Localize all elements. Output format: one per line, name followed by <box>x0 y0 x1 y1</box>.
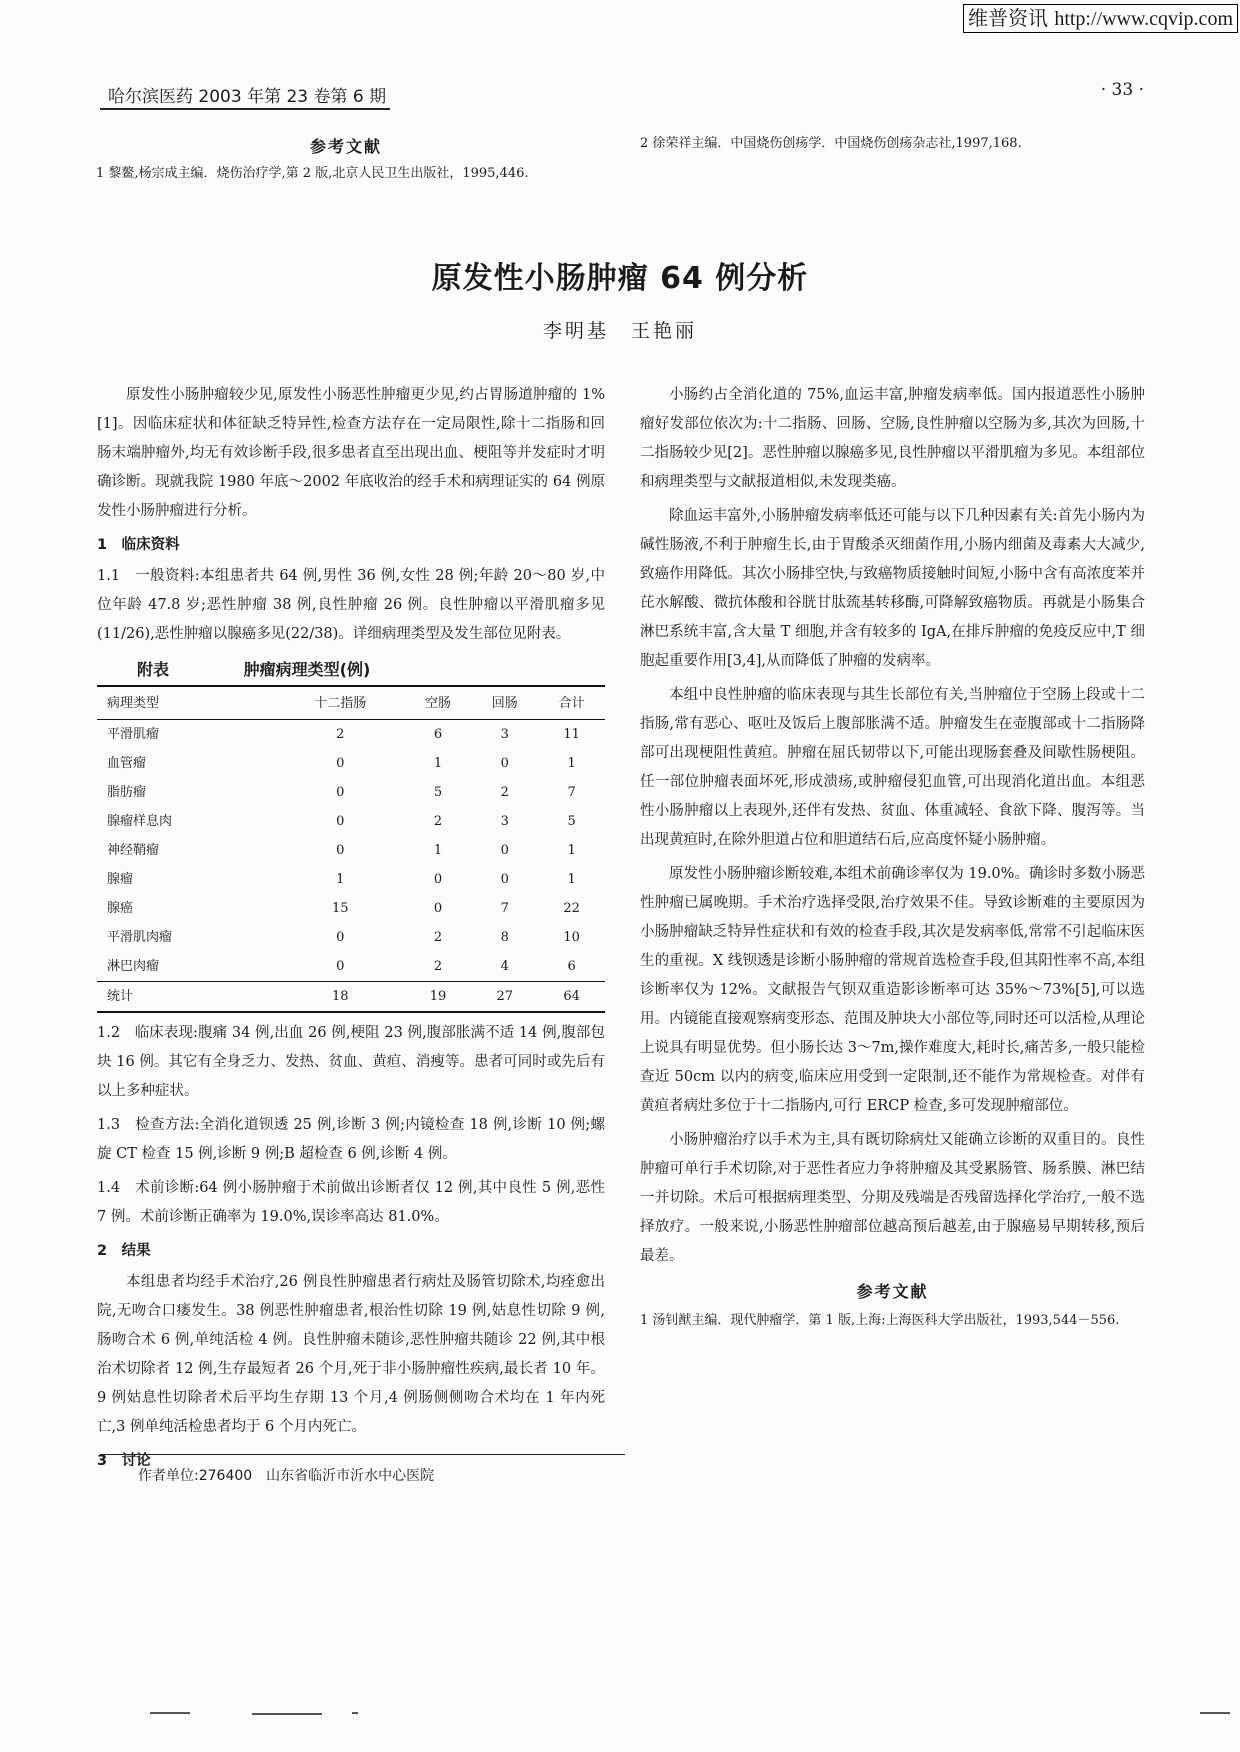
watermark-brand: 维普资讯 <box>967 6 1048 30</box>
table-cell: 平滑肌瘤 <box>107 727 160 742</box>
running-head-page: · 33 · <box>1100 80 1144 100</box>
table-cell: 11 <box>563 727 580 742</box>
table-cell: 2 <box>500 785 509 800</box>
table-cell: 2 <box>433 959 443 974</box>
table-cell: 3 <box>500 814 509 829</box>
table-cell: 0 <box>336 814 345 829</box>
discussion-paragraph-4: 原发性小肠肿瘤诊断较难,本组术前确诊率仅为 19.0%。确诊时多数小肠恶性肿瘤已属晚期。手术治疗选择受限,治疗效果不佳。导致诊断难的主要原因为小肠肿瘤缺乏特异性症状和有效的检查手段,其次是发病率低,常常不引起临床医生的重视。X 线钡透是诊断小肠肿瘤的常规首选检查手段,但其阳性率不高,本组诊断率仅为 12%。文献报告气钡双重造影诊断率可达 35%～73%[5],可以选用。内镜能直接观察病变形态、范围及肿块大小部位等,同时还可以活检,从理论上说具有明显优势。但小肠长达 3～7m,操作难度大,耗时长,痛苦多,一般只能检查近 50cm 以内的病变,临床应用受到一定限制,还不能作为常规检查。对伴有黄疸者病灶多位于十二指肠内,可行 ERCP 检查,多可发现肿瘤部位。 <box>640 866 1145 1114</box>
table-row <box>97 923 605 952</box>
table-cell: 4 <box>500 959 509 974</box>
running-head-journal: 哈尔滨医药 2003 年第 23 卷第 6 期 <box>108 87 387 107</box>
table-row <box>97 894 605 923</box>
table-cell: 22 <box>563 901 580 916</box>
table-cell: 0 <box>336 959 345 974</box>
table-cell: 2 <box>336 727 345 742</box>
discussion-paragraph-3: 本组中良性肿瘤的临床表现与其生长部位有关,当肿瘤位于空肠上段或十二指肠,常有恶心、呕吐及饭后上腹部胀满不适。肿瘤发生在壶腹部或十二指肠降部可出现梗阻性黄疸。肿瘤在屈氏韧带以下,可能出现肠套叠及间歇性肠梗阻。任一部位肿瘤表面坏死,形成溃疡,或肿瘤侵犯血管,可出现消化道出血。本组恶性小肠肿瘤以上表现外,还伴有发热、贫血、体重减轻、食欲下降、腹泻等。当出现黄疸时,在除外胆道占位和胆道结石后,应高度怀疑小肠肿瘤。 <box>640 687 1145 848</box>
table-header-cell: 病理类型 <box>97 686 276 720</box>
author-affiliation: 作者单位:276400 山东省临沂市沂水中心医院 <box>138 1468 435 1484</box>
prev-reference-2: 2 徐荣祥主编．中国烧伤创疡学．中国烧伤创疡杂志社,1997,168. <box>640 136 1022 151</box>
table-cell: 64 <box>538 982 605 1013</box>
table-row <box>97 749 605 778</box>
reference-1: 1 汤钊猷主编．现代肿瘤学．第 1 版,上海:上海医科大学出版社，1993,544－556. <box>640 1313 1120 1328</box>
article-authors: 李明基 王艳丽 <box>542 320 697 342</box>
table-cell: 1 <box>433 843 443 858</box>
table-cell: 2 <box>433 814 443 829</box>
table-header-cell: 回肠 <box>471 686 538 720</box>
table-cell: 腺瘤样息肉 <box>107 814 173 829</box>
results-paragraph: 本组患者均经手术治疗,26 例良性肿瘤患者行病灶及肠管切除术,均痊愈出院,无吻合口瘘发生。38 例恶性肿瘤患者,根治性切除 19 例,姑息性切除 9 例,肠吻合术 6 例,单纯活检 4 例。良性肿瘤未随诊,恶性肿瘤共随诊 22 例,其中根治术切除者 12 例,生存最短者 26 个月,死于非小肠肿瘤性疾病,最长者 10 年。9 例姑息性切除者术后平均生存期 13 个月,4 例肠侧侧吻合术均在 1 年内死亡,3 例单纯活检患者均于 6 个月内死亡。 <box>97 1274 605 1435</box>
table-row <box>97 807 605 836</box>
pathology-table <box>97 655 605 1013</box>
table-cell: 19 <box>405 982 472 1013</box>
table-cell: 血管瘤 <box>107 756 147 771</box>
left-column <box>97 381 605 1478</box>
table-cell: 3 <box>500 727 509 742</box>
scan-artifact-dash <box>150 1712 190 1714</box>
table-cell: 7 <box>567 785 576 800</box>
header-rule <box>100 108 390 110</box>
table-cell: 统计 <box>97 982 276 1013</box>
table-cell: 7 <box>500 901 509 916</box>
table-cell: 15 <box>331 901 349 916</box>
scan-artifact-dash <box>252 1713 322 1715</box>
table-cell: 5 <box>433 785 443 800</box>
paragraph-1-4: 1.4 术前诊断:64 例小肠肿瘤于术前做出诊断者仅 12 例,其中良性 5 例,恶性 7 例。术前诊断正确率为 19.0%,误诊率高达 81.0%。 <box>97 1180 605 1225</box>
table-header-row <box>97 686 605 720</box>
table-cell: 腺癌 <box>107 901 134 916</box>
table-cell: 淋巴肉瘤 <box>107 959 160 974</box>
section-heading-1: 1 临床资料 <box>97 537 180 553</box>
table-label: 附表 <box>137 660 170 679</box>
table-cell: 0 <box>433 872 443 887</box>
table-cell: 0 <box>336 843 345 858</box>
table-cell: 27 <box>471 982 538 1013</box>
table-cell: 18 <box>276 982 405 1013</box>
table-header-cell: 十二指肠 <box>276 686 405 720</box>
article-title: 原发性小肠肿瘤 64 例分析 <box>431 261 809 296</box>
table-cell: 5 <box>567 814 576 829</box>
table-cell: 0 <box>336 930 345 945</box>
table-cell: 1 <box>433 756 443 771</box>
paragraph-1-1: 1.1 一般资料:本组患者共 64 例,男性 36 例,女性 28 例;年龄 20～80 岁,中位年龄 47.8 岁;恶性肿瘤 38 例,良性肿瘤 26 例。良性肿瘤以平滑肌瘤多见(11/26),恶性肿瘤以腺癌多见(22/38)。详细病理类型及发生部位见附表。 <box>97 568 605 642</box>
table-cell: 1 <box>567 756 576 771</box>
watermark-url[interactable]: http://www.cqvip.com <box>1054 8 1233 30</box>
scan-artifact-dash <box>352 1712 358 1714</box>
discussion-paragraph-2: 除血运丰富外,小肠肿瘤发病率低还可能与以下几种因素有关:首先小肠内为碱性肠液,不利于肿瘤生长,由于胃酸杀灭细菌作用,小肠内细菌及毒素大大减少,致癌作用降低。其次小肠排空快,与致癌物质接触时间短,小肠中含有高浓度苯并芘水解酸、微抗体酸和谷胱甘肽巯基转移酶,可降解致癌物质。再就是小肠集合淋巴系统丰富,含大量 T 细胞,并含有较多的 IgA,在排斥肿瘤的免疫反应中,T 细胞起重要作用[3,4],从而降低了肿瘤的发病率。 <box>640 508 1145 669</box>
table-row <box>97 778 605 807</box>
table-row <box>97 720 605 750</box>
section-heading-3: 3 讨论 <box>97 1453 151 1469</box>
prev-references-title: 参考文献 <box>310 137 383 156</box>
right-column <box>640 381 1145 1334</box>
prev-reference-1: 1 黎鳌,杨宗成主编．烧伤治疗学,第 2 版,北京人民卫生出版社，1995,446. <box>96 166 529 181</box>
table-cell: 0 <box>500 872 509 887</box>
section-heading-2: 2 结果 <box>97 1243 151 1259</box>
scan-artifact-dash <box>1200 1712 1230 1714</box>
paragraph-1-2: 1.2 临床表现:腹痛 34 例,出血 26 例,梗阻 23 例,腹部胀满不适 14 例,腹部包块 16 例。其它有全身乏力、发热、贫血、黄疸、消瘦等。患者可同时或先后有以上多种症状。 <box>97 1025 605 1099</box>
table-cell: 0 <box>500 756 509 771</box>
table-cell: 6 <box>433 727 443 742</box>
table-cell: 1 <box>567 843 576 858</box>
table-header-cell: 空肠 <box>405 686 472 720</box>
table-cell: 0 <box>500 843 509 858</box>
discussion-paragraph-1: 小肠约占全消化道的 75%,血运丰富,肿瘤发病率低。国内报道恶性小肠肿瘤好发部位依次为:十二指肠、回肠、空肠,良性肿瘤以空肠为多,其次为回肠,十二指肠较少见[2]。恶性肿瘤以腺癌多见,良性肿瘤以平滑肌瘤为多见。本组部位和病理类型与文献报道相似,未发现类癌。 <box>640 387 1145 490</box>
watermark <box>963 4 1238 33</box>
table-cell: 神经鞘瘤 <box>107 843 160 858</box>
table-cell: 1 <box>567 872 576 887</box>
table-row <box>97 836 605 865</box>
table-cell: 脂肪瘤 <box>107 785 147 800</box>
references-title: 参考文献 <box>856 1282 929 1301</box>
table-cell: 腺瘤 <box>107 872 134 887</box>
table-title: 肿瘤病理类型(例) <box>243 660 371 679</box>
table-total-row <box>97 982 605 1013</box>
footnote-rule <box>100 1454 625 1455</box>
table-cell: 0 <box>336 785 345 800</box>
intro-paragraph: 原发性小肠肿瘤较少见,原发性小肠恶性肿瘤更少见,约占胃肠道肿瘤的 1%[1]。因临床症状和体征缺乏特异性,检查方法存在一定局限性,除十二指肠和回肠末端肿瘤外,均无有效诊断手段,很多患者直至出现出血、梗阻等并发症时才明确诊断。现就我院 1980 年底～2002 年底收治的经手术和病理证实的 64 例原发性小肠肿瘤进行分析。 <box>97 387 605 519</box>
table-cell: 平滑肌肉瘤 <box>107 930 173 945</box>
table-header-cell: 合计 <box>538 686 605 720</box>
table-cell: 1 <box>336 872 345 887</box>
table-row <box>97 865 605 894</box>
table-cell: 0 <box>433 901 443 916</box>
table-cell: 0 <box>336 756 345 771</box>
table-cell: 8 <box>500 930 509 945</box>
discussion-paragraph-5: 小肠肿瘤治疗以手术为主,具有既切除病灶又能确立诊断的双重目的。良性肿瘤可单行手术切除,对于恶性者应力争将肿瘤及其受累肠管、肠系膜、淋巴结一并切除。术后可根据病理类型、分期及残端是否残留选择化学治疗,一般不选择放疗。一般来说,小肠恶性肿瘤部位越高预后越差,由于腺癌易早期转移,预后最差。 <box>640 1132 1145 1264</box>
table-cell: 6 <box>567 959 576 974</box>
table-cell: 10 <box>563 930 580 945</box>
table-cell: 2 <box>433 930 443 945</box>
paragraph-1-3: 1.3 检查方法:全消化道钡透 25 例,诊断 3 例;内镜检查 18 例,诊断 10 例;螺旋 CT 检查 15 例,诊断 9 例;B 超检查 6 例,诊断 4 例。 <box>97 1117 605 1162</box>
table-row <box>97 952 605 982</box>
